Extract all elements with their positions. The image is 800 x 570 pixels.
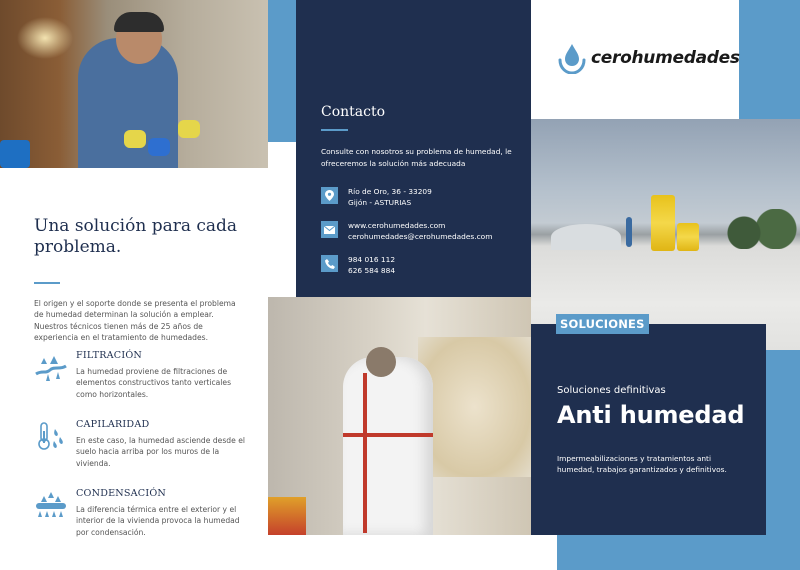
- intro-text: El origen y el soporte donde se presenta el problema de humedad determinan la solución a emplear. Nuestros técnicos tienen más de 25 años de experiencia en el tratamiento de humedades.: [34, 299, 236, 343]
- feature-text: La humedad proviene de filtraciones de elementos constructivos tanto verticales como horizontales.: [76, 367, 232, 399]
- filtration-icon: [34, 352, 68, 382]
- email-link[interactable]: cerohumedades@cerohumedades.com: [348, 232, 493, 242]
- worker-cap: [114, 12, 164, 32]
- solutions-description: Impermeabilizaciones y tratamientos anti humedad, trabajos garantizados y definitivos.: [557, 454, 727, 475]
- accent-block-top-left: [268, 0, 296, 142]
- protective-suit: [343, 357, 433, 535]
- worker-photo: [0, 0, 268, 168]
- contact-phones: [348, 254, 395, 276]
- tagline-rule: [34, 282, 60, 284]
- phone-number-1[interactable]: 984 016 112: [348, 255, 396, 264]
- tagline-heading: Una solución para cada problema.: [34, 216, 238, 257]
- plaster-patch: [418, 337, 531, 477]
- feature-title: FILTRACIÓN: [76, 350, 142, 361]
- roof-worker: [626, 217, 632, 247]
- address-line-1: Río de Oro, 36 - 33209: [348, 187, 432, 196]
- contact-intro: Consulte con nosotros su problema de humedad, le ofreceremos la solución más adecuada: [321, 147, 512, 168]
- solutions-subtitle: Soluciones definitivas: [557, 385, 666, 396]
- floor-bucket: [268, 497, 306, 535]
- dome: [551, 224, 621, 250]
- accent-block-bottom: [557, 535, 800, 570]
- yellow-pail-2: [677, 223, 699, 251]
- website-link[interactable]: www.cerohumedades.com: [348, 221, 446, 230]
- contact-panel: [296, 0, 531, 324]
- address-line-2: Gijón - ASTURIAS: [348, 198, 412, 208]
- wall-photo: [268, 297, 531, 535]
- capillarity-thermometer-icon: [34, 421, 68, 451]
- blue-bucket: [0, 140, 30, 168]
- condensation-cloud-icon: [34, 490, 68, 520]
- accent-block-top-right: [739, 0, 800, 119]
- worker-glove-blue: [148, 138, 170, 156]
- brand-logo-text: cerohumedades: [591, 48, 740, 68]
- logo-area: [531, 0, 739, 119]
- phone-number-2[interactable]: 626 584 884: [348, 266, 396, 276]
- water-drop-logo-icon: [558, 44, 586, 74]
- feature-title: CAPILARIDAD: [76, 419, 150, 430]
- red-tape-waist: [343, 433, 433, 437]
- envelope-icon: [321, 221, 338, 238]
- solutions-panel: [531, 324, 766, 535]
- contact-rule: [321, 129, 348, 131]
- phone-icon: [321, 255, 338, 272]
- feature-text: En este caso, la humedad asciende desde el suelo hacia arriba por los muros de la vivienda.: [76, 436, 245, 468]
- solutions-title: Anti humedad: [557, 401, 745, 429]
- feature-title: CONDENSACIÓN: [76, 488, 166, 499]
- contact-address: [348, 186, 432, 208]
- solutions-badge: SOLUCIONES: [556, 314, 649, 334]
- worker-head-back: [366, 347, 396, 377]
- location-pin-icon: [321, 187, 338, 204]
- worker-glove-left: [124, 130, 146, 148]
- red-tape-shoulder: [363, 373, 367, 533]
- contact-title: Contacto: [321, 104, 386, 120]
- yellow-pail-1: [651, 195, 675, 251]
- contact-web: [348, 220, 492, 242]
- trees: [720, 209, 800, 249]
- feature-text: La diferencia térmica entre el exterior y el interior de la vivienda provoca la humedad por condensación.: [76, 505, 240, 537]
- worker-glove-right: [178, 120, 200, 138]
